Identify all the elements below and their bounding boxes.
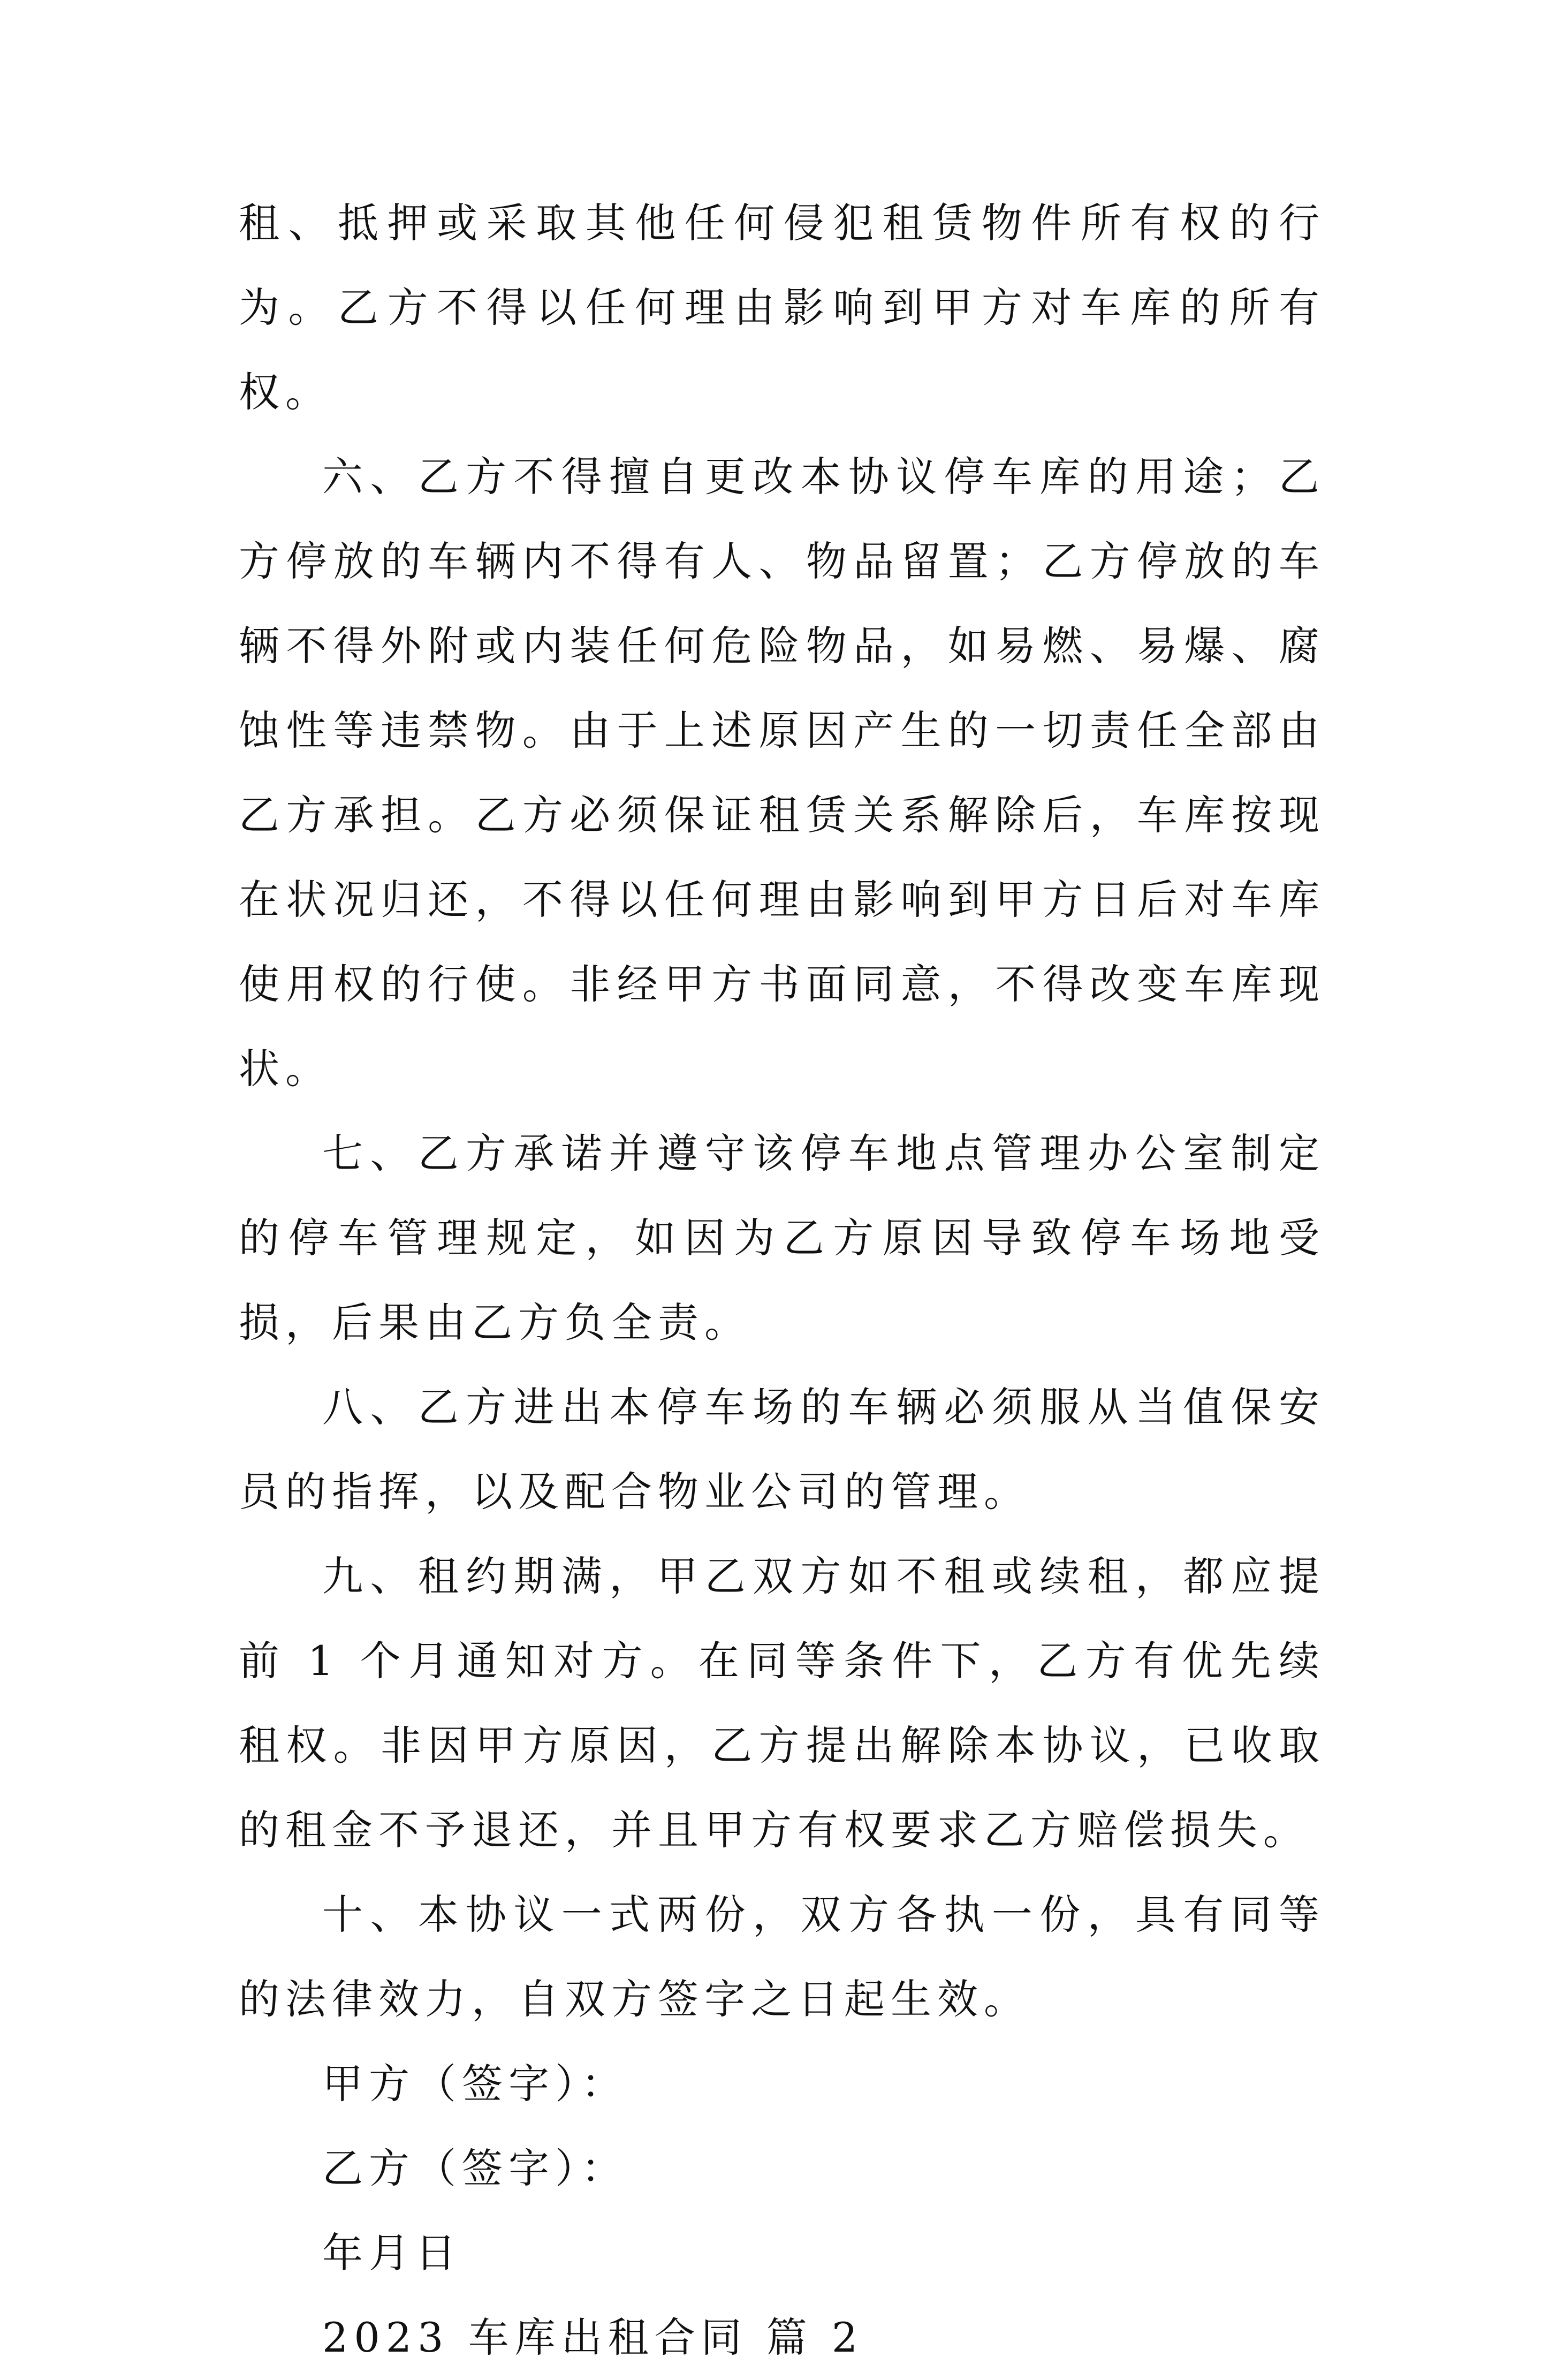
party-b-signature-line: 乙方（签字）： xyxy=(322,2144,628,2192)
next-section-title: 2023 车库出租合同 篇 2 xyxy=(322,2314,864,2361)
paragraph-continuation-clause-5: 租、抵押或采取其他任何侵犯租赁物件所有权的行为。乙方不得以任何理由影响到甲方对车库的所有权。 xyxy=(239,199,1325,416)
paragraph-clause-6: 六、乙方不得擅自更改本协议停车库的用途；乙方停放的车辆内不得有人、物品留置；乙方停放的车辆不得外附或内装任何危险物品，如易燃、易爆、腐蚀性等违禁物。由于上述原因产生的一切责任全部由乙方承担。乙方必须保证租赁关系解除后，车库按现在状况归还，不得以任何理由影响到甲方日后对车库使用权的行使。非经甲方书面同意，不得改变车库现状。 xyxy=(239,453,1325,1093)
paragraph-clause-9: 九、租约期满，甲乙双方如不租或续租，都应提前 1 个月通知对方。在同等条件下，乙方有优先续租权。非因甲方原因，乙方提出解除本协议，已收取的租金不予退还，并且甲方有权要求乙方赔偿损失。 xyxy=(239,1552,1325,1854)
date-line: 年月日 xyxy=(322,2229,462,2277)
paragraph-clause-7: 七、乙方承诺并遵守该停车地点管理办公室制定的停车管理规定，如因为乙方原因导致停车场地受损，后果由乙方负全责。 xyxy=(239,1130,1325,1346)
paragraph-clause-10: 十、本协议一式两份，双方各执一份，具有同等的法律效力，自双方签字之日起生效。 xyxy=(239,1891,1325,2023)
paragraph-clause-8: 八、乙方进出本停车场的车辆必须服从当值保安员的指挥，以及配合物业公司的管理。 xyxy=(239,1383,1325,1515)
party-a-signature-line: 甲方（签字）： xyxy=(322,2060,628,2108)
contract-body xyxy=(239,181,1325,2380)
